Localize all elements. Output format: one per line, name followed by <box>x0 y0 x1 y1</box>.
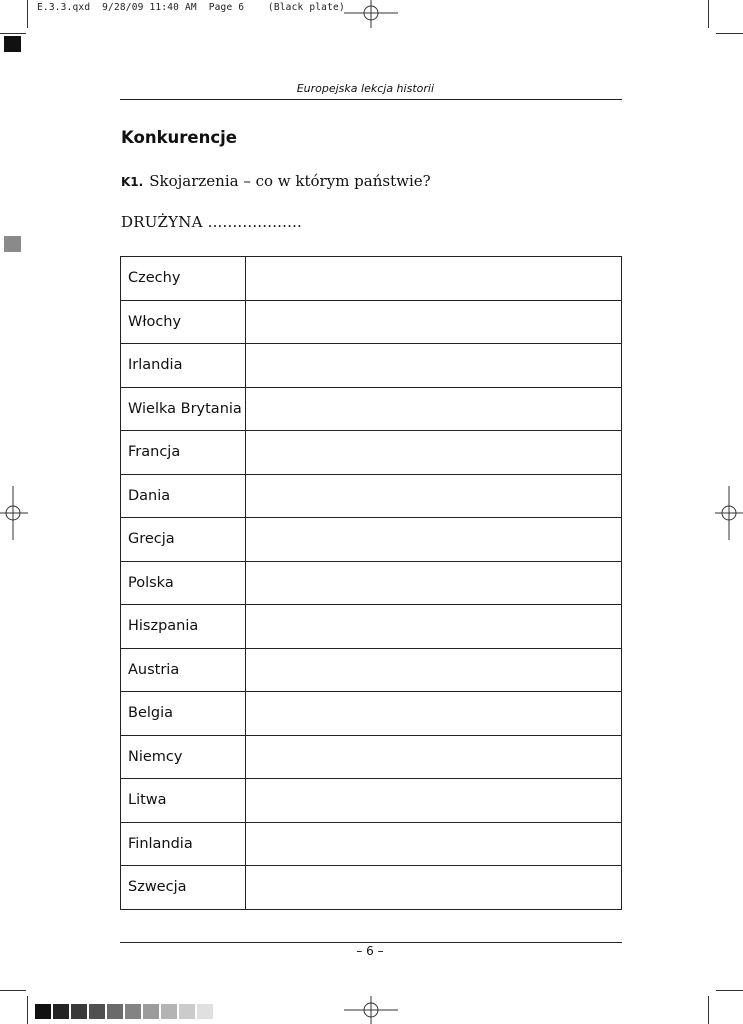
team-label: DRUŻYNA <box>121 213 203 231</box>
country-name-cell: Czechy <box>121 257 246 301</box>
country-name-cell: Finlandia <box>121 822 246 866</box>
table-row <box>121 779 622 823</box>
country-name-cell: Szwecja <box>121 866 246 910</box>
table-row <box>121 561 622 605</box>
table-row <box>121 692 622 736</box>
gray-swatch <box>89 1004 105 1019</box>
gray-swatch <box>107 1004 123 1019</box>
crop-mark-bottom-left-h <box>0 990 26 991</box>
country-name-cell: Polska <box>121 561 246 605</box>
registration-mark-right-icon <box>715 486 743 540</box>
crop-mark-bottom-right-v <box>708 996 709 1024</box>
country-name-cell: Belgia <box>121 692 246 736</box>
answer-cell[interactable] <box>246 387 622 431</box>
country-name-cell: Włochy <box>121 300 246 344</box>
section-title: Konkurencje <box>121 128 237 147</box>
answer-cell[interactable] <box>246 344 622 388</box>
answer-cell[interactable] <box>246 822 622 866</box>
country-name-cell: Austria <box>121 648 246 692</box>
country-name-cell: Niemcy <box>121 735 246 779</box>
table-row <box>121 648 622 692</box>
answer-cell[interactable] <box>246 692 622 736</box>
table-row <box>121 257 622 301</box>
page-number: – 6 – <box>356 944 384 958</box>
answer-cell[interactable] <box>246 300 622 344</box>
table-row <box>121 431 622 475</box>
gray-swatch <box>71 1004 87 1019</box>
color-bar-black-square <box>4 36 21 52</box>
answer-cell[interactable] <box>246 648 622 692</box>
task-label: K1. <box>121 175 144 189</box>
answer-cell[interactable] <box>246 779 622 823</box>
country-name-cell: Litwa <box>121 779 246 823</box>
gray-swatch <box>161 1004 177 1019</box>
answer-cell[interactable] <box>246 474 622 518</box>
gray-swatch <box>53 1004 69 1019</box>
slug-plate: (Black plate) <box>267 2 345 13</box>
crop-mark-top-right-v <box>708 0 709 28</box>
footer-rule <box>120 942 622 943</box>
answer-cell[interactable] <box>246 257 622 301</box>
table-row <box>121 518 622 562</box>
slug-time: 11:40 AM <box>149 2 197 13</box>
gray-swatch <box>197 1004 213 1019</box>
table-row <box>121 822 622 866</box>
answer-cell[interactable] <box>246 866 622 910</box>
table-row <box>121 866 622 910</box>
registration-mark-bottom-icon <box>344 996 398 1024</box>
answer-cell[interactable] <box>246 561 622 605</box>
running-header-title: Europejska lekcja historii <box>296 82 434 95</box>
registration-mark-top-icon <box>344 0 398 28</box>
answer-cell[interactable] <box>246 431 622 475</box>
crop-mark-top-left-v <box>27 0 28 28</box>
crop-mark-top-left-h <box>0 33 26 34</box>
country-name-cell: Francja <box>121 431 246 475</box>
countries-table <box>120 256 622 910</box>
country-name-cell: Dania <box>121 474 246 518</box>
country-name-cell: Irlandia <box>121 344 246 388</box>
gray-swatch <box>125 1004 141 1019</box>
gray-swatch <box>143 1004 159 1019</box>
table-row <box>121 344 622 388</box>
gray-swatch <box>179 1004 195 1019</box>
answer-cell[interactable] <box>246 735 622 779</box>
answer-cell[interactable] <box>246 518 622 562</box>
country-name-cell: Wielka Brytania <box>121 387 246 431</box>
task-text: Skojarzenia – co w którym państwie? <box>149 172 431 190</box>
team-line <box>121 213 302 231</box>
answer-cell[interactable] <box>246 605 622 649</box>
slug-date: 9/28/09 <box>102 2 144 13</box>
table-row <box>121 474 622 518</box>
crop-mark-top-right-h <box>716 33 743 34</box>
printer-slug <box>37 2 345 13</box>
table-row <box>121 300 622 344</box>
crop-mark-bottom-right-h <box>716 990 743 991</box>
color-bar-gray-square <box>4 236 21 252</box>
header-rule <box>120 99 622 100</box>
gray-swatch <box>35 1004 51 1019</box>
task-line <box>121 172 431 190</box>
team-blank: ................... <box>207 213 303 231</box>
table-row <box>121 735 622 779</box>
country-name-cell: Hiszpania <box>121 605 246 649</box>
slug-page: Page 6 <box>208 2 245 13</box>
slug-file: E.3.3.qxd <box>37 2 91 13</box>
table-row <box>121 605 622 649</box>
registration-mark-left-icon <box>0 486 28 540</box>
crop-mark-bottom-left-v <box>27 996 28 1024</box>
country-name-cell: Grecja <box>121 518 246 562</box>
table-row <box>121 387 622 431</box>
